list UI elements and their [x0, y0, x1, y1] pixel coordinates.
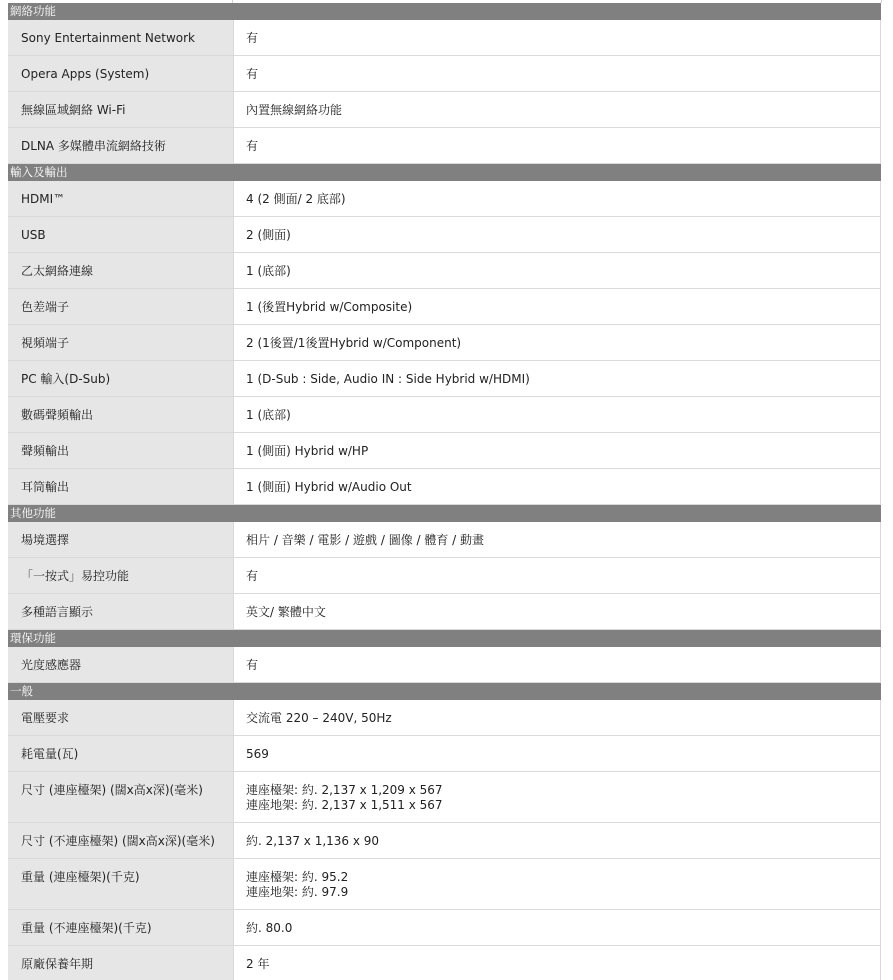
- row-value: 2 (側面): [233, 217, 881, 252]
- table-row: [8, 128, 881, 164]
- row-label: 原廠保養年期: [8, 946, 233, 980]
- row-value: 2 (1後置/1後置Hybrid w/Component): [233, 325, 881, 360]
- table-row: [8, 397, 881, 433]
- row-value: 1 (後置Hybrid w/Composite): [233, 289, 881, 324]
- table-row: [8, 772, 881, 823]
- row-label: 色差端子: [8, 289, 233, 324]
- table-row: [8, 253, 881, 289]
- table-row: [8, 736, 881, 772]
- row-value: 英文/ 繁體中文: [233, 594, 881, 629]
- row-label: 「一按式」易控功能: [8, 558, 233, 593]
- row-value: 1 (側面) Hybrid w/HP: [233, 433, 881, 468]
- spec-table: [8, 3, 881, 980]
- row-value: 1 (D-Sub : Side, Audio IN : Side Hybrid w/HDMI): [233, 361, 881, 396]
- row-label: 場境選擇: [8, 522, 233, 557]
- row-label: 聲頻輸出: [8, 433, 233, 468]
- row-value-line: 連座檯架: 約. 2,137 x 1,209 x 567: [246, 783, 443, 797]
- table-row: [8, 558, 881, 594]
- row-label: 多種語言顯示: [8, 594, 233, 629]
- table-row: [8, 217, 881, 253]
- row-label: 視頻端子: [8, 325, 233, 360]
- table-row: [8, 92, 881, 128]
- row-label: PC 輸入(D-Sub): [8, 361, 233, 396]
- table-row: [8, 594, 881, 630]
- table-row: [8, 433, 881, 469]
- row-value: 約. 80.0: [233, 910, 881, 945]
- table-row: [8, 522, 881, 558]
- row-label: 重量 (不連座檯架)(千克): [8, 910, 233, 945]
- row-value: 569: [233, 736, 881, 771]
- row-value: 有: [233, 56, 881, 91]
- row-value: 內置無線網絡功能: [233, 92, 881, 127]
- row-value: 4 (2 側面/ 2 底部): [233, 181, 881, 216]
- table-row: [8, 910, 881, 946]
- row-label: 耗電量(瓦): [8, 736, 233, 771]
- row-value: 有: [233, 20, 881, 55]
- table-row: [8, 325, 881, 361]
- table-row: [8, 859, 881, 910]
- row-value: 1 (側面) Hybrid w/Audio Out: [233, 469, 881, 504]
- row-label: Sony Entertainment Network: [8, 20, 233, 55]
- section-header-io: 輸入及輸出: [8, 164, 881, 181]
- table-row: [8, 361, 881, 397]
- table-row: [8, 469, 881, 505]
- row-value: 1 (底部): [233, 253, 881, 288]
- section-header-general: 一般: [8, 683, 881, 700]
- row-value: 交流電 220 – 240V, 50Hz: [233, 700, 881, 735]
- section-header-network: 網絡功能: [8, 3, 881, 20]
- row-label: 無線區域網絡 Wi-Fi: [8, 92, 233, 127]
- section-header-eco: 環保功能: [8, 630, 881, 647]
- table-row: [8, 700, 881, 736]
- row-label: DLNA 多媒體串流網絡技術: [8, 128, 233, 163]
- row-label: HDMI™: [8, 181, 233, 216]
- row-value: 1 (底部): [233, 397, 881, 432]
- row-value: 有: [233, 128, 881, 163]
- row-value: 有: [233, 647, 881, 682]
- row-value: [233, 772, 881, 822]
- row-value-line: 連座地架: 約. 97.9: [246, 885, 349, 899]
- row-value: 約. 2,137 x 1,136 x 90: [233, 823, 881, 858]
- row-label: 乙太網絡連線: [8, 253, 233, 288]
- row-value: 相片 / 音樂 / 電影 / 遊戲 / 圖像 / 體育 / 動畫: [233, 522, 881, 557]
- section-header-other: 其他功能: [8, 505, 881, 522]
- row-value-line: 連座地架: 約. 2,137 x 1,511 x 567: [246, 798, 443, 812]
- table-row: [8, 20, 881, 56]
- table-row: [8, 181, 881, 217]
- row-label: 尺寸 (連座檯架) (闊x高x深)(毫米): [8, 772, 233, 822]
- table-row: [8, 56, 881, 92]
- row-label: 重量 (連座檯架)(千克): [8, 859, 233, 909]
- row-label: 電壓要求: [8, 700, 233, 735]
- row-label: Opera Apps (System): [8, 56, 233, 91]
- row-label: 耳筒輸出: [8, 469, 233, 504]
- row-label: 數碼聲頻輸出: [8, 397, 233, 432]
- row-label: 光度感應器: [8, 647, 233, 682]
- row-label: 尺寸 (不連座檯架) (闊x高x深)(毫米): [8, 823, 233, 858]
- table-row: [8, 823, 881, 859]
- row-value: 有: [233, 558, 881, 593]
- table-row: [8, 289, 881, 325]
- table-row: [8, 647, 881, 683]
- table-row: [8, 946, 881, 980]
- row-value: 2 年: [233, 946, 881, 980]
- row-label: USB: [8, 217, 233, 252]
- row-value: [233, 859, 881, 909]
- row-value-line: 連座檯架: 約. 95.2: [246, 870, 349, 884]
